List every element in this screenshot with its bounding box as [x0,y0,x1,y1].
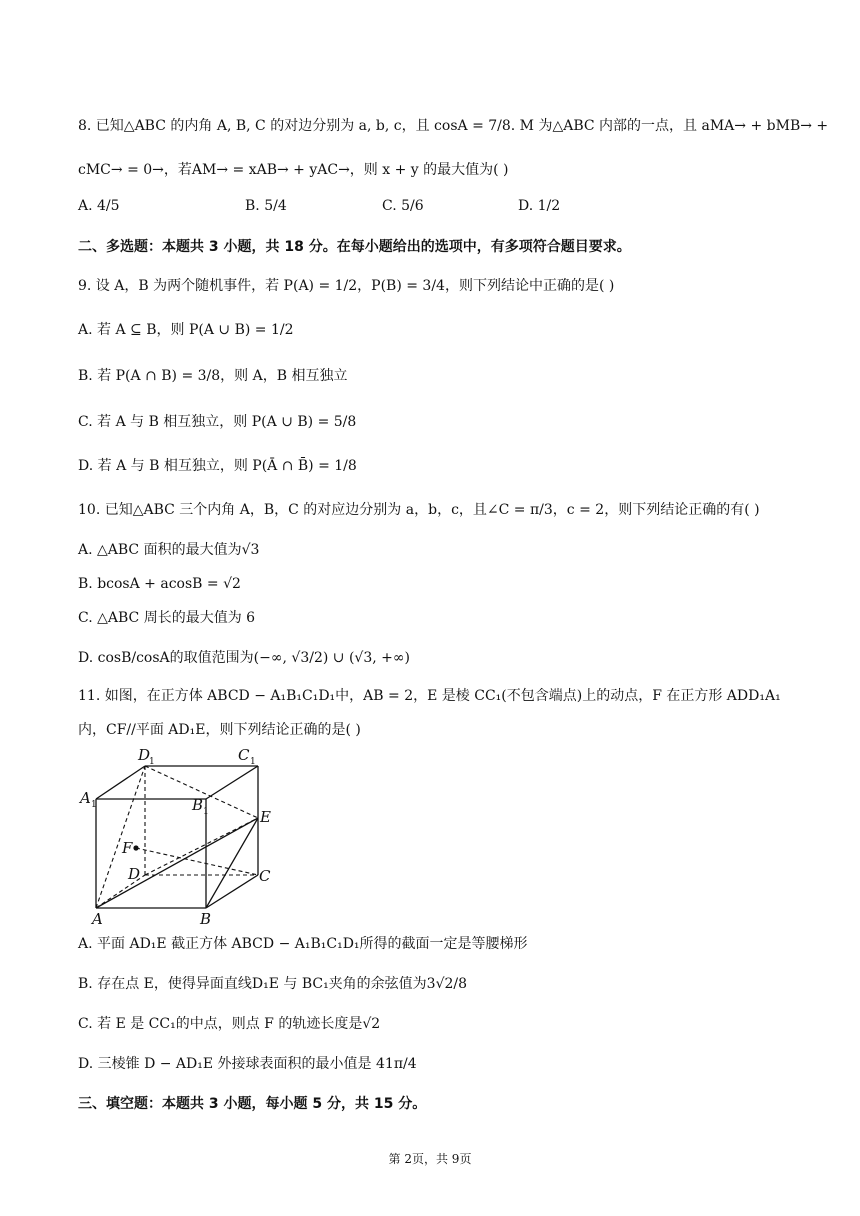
q11-line2: 内，CF//平面 AD₁E，则下列结论正确的是( ) [78,722,361,738]
q8-option-a: A. 4/5 [78,198,120,214]
label-c1: C [238,746,250,764]
q9-option-c: C. 若 A 与 B 相互独立，则 P(A ∪ B) = 5/8 [78,414,357,430]
label-d: D [128,865,141,883]
cube-figure [78,742,278,926]
label-e: E [260,808,271,826]
q11-option-a: A. 平面 AD₁E 截正方体 ABCD − A₁B₁C₁D₁所得的截面一定是等腰梯形 [78,936,528,952]
q11-line1: 11. 如图，在正方体 ABCD − A₁B₁C₁D₁中，AB = 2，E 是棱 CC₁(不包含端点)上的动点，F 在正方形 ADD₁A₁ [78,688,781,704]
label-c: C [259,867,271,885]
q8-line2: cMC→ = 0→，若AM→ = xAB→ + yAC→，则 x + y 的最大值为( ) [78,162,509,178]
q11-option-d: D. 三棱锥 D − AD₁E 外接球表面积的最小值是 41π/4 [78,1056,417,1072]
label-b1-sub: 1 [203,807,209,817]
label-f: F [122,839,133,857]
label-c1-sub: 1 [250,757,256,767]
q10-stem: 10. 已知△ABC 三个内角 A，B，C 的对应边分别为 a，b，c，且∠C = π/3，c = 2，则下列结论正确的有( ) [78,502,760,518]
page-footer: 第 2页，共 9页 [388,1152,472,1166]
label-d1-sub: 1 [149,757,155,767]
point-f-dot [133,845,138,850]
q11-option-b: B. 存在点 E，使得异面直线D₁E 与 BC₁夹角的余弦值为3√2/8 [78,976,468,992]
label-a1: A [80,789,91,807]
q9-option-a: A. 若 A ⊆ B，则 P(A ∪ B) = 1/2 [78,322,294,338]
q8-option-c: C. 5/6 [382,198,424,214]
label-a: A [92,910,103,926]
q10-option-c: C. △ABC 周长的最大值为 6 [78,610,256,626]
label-b1: B [192,796,204,814]
label-b: B [200,910,212,926]
q8-option-d: D. 1/2 [518,198,561,214]
q11-option-c: C. 若 E 是 CC₁的中点，则点 F 的轨迹长度是√2 [78,1016,381,1032]
q9-option-d: D. 若 A 与 B 相互独立，则 P(Ā ∩ B̄) = 1/8 [78,458,357,474]
q8-line1: 8. 已知△ABC 的内角 A, B, C 的对边分别为 a, b, c，且 cosA = 7/8. M 为△ABC 内部的一点，且 aMA→ + bMB→ + [78,118,829,134]
q10-option-a: A. △ABC 面积的最大值为√3 [78,542,260,558]
q10-option-d: D. cosB/cosA的取值范围为(−∞, √3/2) ∪ (√3, +∞) [78,650,410,666]
label-a1-sub: 1 [91,800,97,810]
q9-option-b: B. 若 P(A ∩ B) = 3/8，则 A，B 相互独立 [78,368,348,384]
section-3-heading: 三、填空题：本题共 3 小题，每小题 5 分，共 15 分。 [78,1096,427,1112]
label-d1: D [138,746,151,764]
section-2-heading: 二、多选题：本题共 3 小题，共 18 分。在每小题给出的选项中，有多项符合题目要求。 [78,239,631,255]
q8-option-b: B. 5/4 [245,198,287,214]
q10-option-b: B. bcosA + acosB = √2 [78,576,241,592]
q9-stem: 9. 设 A，B 为两个随机事件，若 P(A) = 1/2，P(B) = 3/4，则下列结论中正确的是( ) [78,278,615,294]
